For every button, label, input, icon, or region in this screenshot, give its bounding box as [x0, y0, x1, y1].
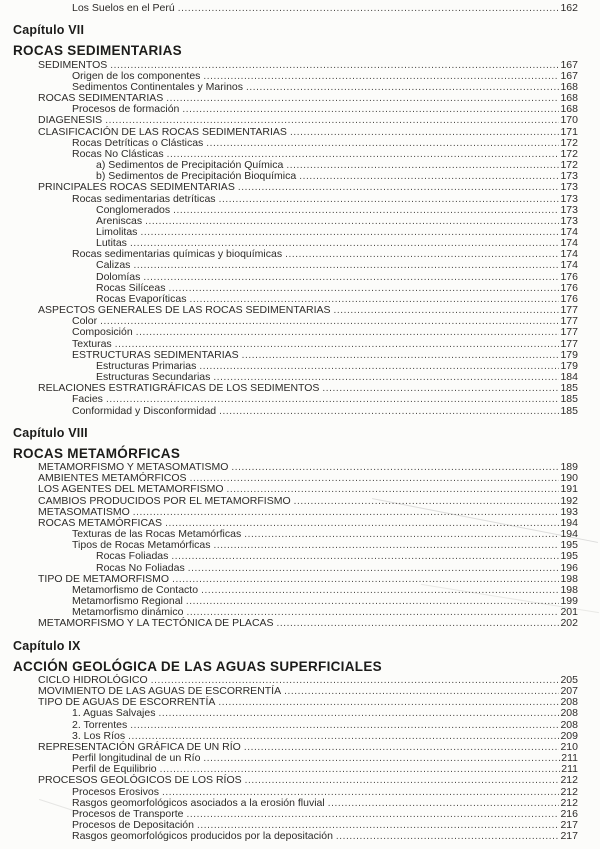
- dot-leader: [284, 686, 559, 697]
- toc-entry: [0, 775, 578, 786]
- entry-page-number: 185: [560, 382, 578, 395]
- entry-label: Rocas No Foliadas: [96, 561, 185, 574]
- dot-leader: [178, 3, 560, 14]
- dot-leader: [285, 249, 559, 260]
- entry-page-number: 176: [560, 292, 578, 305]
- entry-page-number: 201: [560, 606, 578, 619]
- entry-page-number: 177: [560, 326, 578, 339]
- entry-page-number: 173: [560, 170, 578, 183]
- dot-leader: [294, 496, 560, 507]
- entry-label: REPRESENTACIÓN GRÁFICA DE UN RÍO: [38, 740, 241, 753]
- entry-page-number: 177: [560, 304, 578, 317]
- dot-leader: [277, 618, 560, 629]
- entry-page-number: 210: [560, 740, 578, 753]
- toc-entry: [0, 327, 578, 338]
- toc-entry: [0, 708, 578, 719]
- dot-leader: [199, 361, 559, 372]
- entry-page-number: 167: [560, 58, 578, 71]
- toc-entry: [0, 3, 578, 14]
- toc-entry: [0, 283, 578, 294]
- entry-page-number: 212: [560, 774, 578, 787]
- entry-page-number: 194: [560, 528, 578, 541]
- chapter-title: ROCAS SEDIMENTARIAS: [13, 43, 182, 59]
- dot-leader: [218, 697, 559, 708]
- entry-page-number: 168: [560, 103, 578, 116]
- entry-label: Facies: [72, 393, 103, 406]
- toc-entry: [0, 260, 578, 271]
- entry-label: 1. Aguas Salvajes: [72, 707, 156, 720]
- entry-label: METASOMATISMO: [38, 505, 130, 518]
- entry-label: Calizas: [96, 259, 131, 272]
- entry-page-number: 173: [560, 203, 578, 216]
- entry-page-number: 199: [560, 595, 578, 608]
- toc-entry: [0, 272, 578, 283]
- toc-entry: [0, 194, 578, 205]
- toc-entry: [0, 540, 578, 551]
- toc-entry: [0, 249, 578, 260]
- entry-page-number: 212: [560, 796, 578, 809]
- dot-leader: [190, 473, 560, 484]
- entry-label: LOS AGENTES DEL METAMORFISMO: [38, 483, 224, 496]
- dot-leader: [145, 216, 559, 227]
- dot-leader: [231, 462, 559, 473]
- entry-label: Procesos de Depositación: [72, 819, 194, 832]
- toc-entry: [0, 205, 578, 216]
- entry-page-number: 171: [560, 125, 578, 138]
- entry-label: a) Sedimentos de Precipitación Química: [96, 159, 284, 172]
- entry-label: PROCESOS GEOLÓGICOS DE LOS RÍOS: [38, 774, 242, 787]
- entry-page-number: 190: [560, 472, 578, 485]
- entry-page-number: 174: [560, 259, 578, 272]
- dot-leader: [158, 708, 559, 719]
- dot-leader: [242, 350, 560, 361]
- toc-entry: [0, 149, 578, 160]
- entry-label: Procesos Erosivos: [72, 785, 159, 798]
- entry-label: ESTRUCTURAS SEDIMENTARIAS: [72, 348, 239, 361]
- chapter-title: ROCAS METAMÓRFICAS: [13, 445, 181, 461]
- entry-page-number: 208: [560, 707, 578, 720]
- entry-label: Estructuras Secundarias: [96, 371, 211, 384]
- entry-page-number: 198: [560, 583, 578, 596]
- dot-leader: [105, 115, 559, 126]
- dot-leader: [100, 316, 559, 327]
- dot-leader: [171, 551, 559, 562]
- entry-page-number: 168: [560, 92, 578, 105]
- entry-label: Los Suelos en el Perú: [72, 2, 175, 14]
- entry-label: Texturas de las Rocas Metamórficas: [72, 528, 242, 541]
- entry-label: Procesos de Transporte: [72, 807, 184, 820]
- toc-entry: [0, 115, 578, 126]
- toc-entry: [0, 406, 578, 417]
- entry-label: Perfil de Equilibrio: [72, 763, 157, 776]
- dot-leader: [106, 394, 560, 405]
- entry-page-number: 191: [560, 483, 578, 496]
- dot-leader: [206, 138, 559, 149]
- entry-label: CLASIFICACIÓN DE LAS ROCAS SEDIMENTARIAS: [38, 125, 287, 138]
- dot-leader: [290, 127, 560, 138]
- chapter-label: Capítulo VII: [13, 23, 85, 38]
- entry-label: Procesos de formación: [72, 103, 180, 116]
- entry-label: CAMBIOS PRODUCIDOS POR EL METAMORFISMO: [38, 494, 291, 507]
- dot-leader: [286, 160, 559, 171]
- dot-leader: [322, 383, 559, 394]
- entry-page-number: 195: [560, 550, 578, 563]
- entry-page-number: 189: [560, 461, 578, 474]
- entry-label: Lutitas: [96, 237, 127, 250]
- entry-page-number: 173: [560, 181, 578, 194]
- dot-leader: [133, 260, 559, 271]
- entry-label: RELACIONES ESTRATIGRÁFICAS DE LOS SEDIMENTOS: [38, 382, 320, 395]
- entry-label: ROCAS METAMÓRFICAS: [38, 516, 163, 529]
- dot-leader: [140, 227, 559, 238]
- toc-chapter-section: [0, 426, 578, 630]
- entry-page-number: 194: [560, 516, 578, 529]
- dot-leader: [203, 753, 560, 764]
- toc-chapter-section: [0, 23, 578, 417]
- dot-leader: [173, 205, 559, 216]
- entry-label: Dolomías: [96, 270, 141, 283]
- entry-page-number: 185: [560, 404, 578, 417]
- entry-label: Rocas sedimentarias químicas y bioquímicas: [72, 248, 283, 261]
- entry-page-number: 212: [560, 785, 578, 798]
- entry-label: Rocas sedimentarias detríticas: [72, 192, 216, 205]
- entry-label: Metamorfismo de Contacto: [72, 583, 199, 596]
- entry-page-number: 208: [560, 696, 578, 709]
- dot-leader: [334, 305, 560, 316]
- entry-label: ROCAS SEDIMENTARIAS: [38, 92, 164, 105]
- toc-entry: [0, 551, 578, 562]
- entry-label: Limolitas: [96, 226, 138, 238]
- entry-label: Origen de los componentes: [72, 69, 201, 82]
- entry-page-number: 217: [560, 830, 578, 843]
- dot-leader: [245, 775, 560, 786]
- dot-leader: [299, 171, 559, 182]
- dot-leader: [186, 809, 559, 820]
- entry-label: Conglomerados: [96, 203, 171, 216]
- entry-page-number: 167: [560, 69, 578, 82]
- entry-page-number: 193: [560, 505, 578, 518]
- toc-entry: [0, 361, 578, 372]
- chapter-label: Capítulo VIII: [13, 425, 88, 440]
- entry-page-number: 216: [560, 807, 578, 820]
- entry-label: Composición: [72, 326, 133, 339]
- toc-entry: [0, 216, 578, 227]
- entry-page-number: 177: [560, 315, 578, 328]
- entry-page-number: 168: [560, 80, 578, 93]
- entry-page-number: 176: [560, 281, 578, 294]
- entry-page-number: 173: [560, 214, 578, 227]
- dot-leader: [168, 283, 559, 294]
- dot-leader: [336, 831, 560, 842]
- entry-label: CICLO HIDROLÓGICO: [38, 674, 148, 686]
- entry-label: Color: [72, 315, 98, 328]
- dot-leader: [328, 798, 560, 809]
- dot-leader: [238, 182, 560, 193]
- toc-entry: [0, 831, 578, 842]
- entry-label: Rocas Silíceas: [96, 281, 166, 294]
- entry-label: Rocas Foliadas: [96, 550, 169, 563]
- dot-leader: [219, 194, 560, 205]
- dot-leader: [246, 82, 559, 93]
- entry-page-number: 170: [560, 114, 578, 127]
- entry-page-number: 172: [560, 159, 578, 172]
- dot-leader: [214, 540, 560, 551]
- entry-page-number: 211: [561, 763, 578, 776]
- entry-label: METAMORFISMO Y METASOMATISMO: [38, 461, 229, 474]
- entry-label: 3. Los Ríos: [72, 729, 126, 742]
- chapter-label: Capítulo IX: [13, 638, 81, 653]
- entry-page-number: 172: [560, 136, 578, 149]
- entry-page-number: 172: [560, 147, 578, 160]
- entry-page-number: 179: [560, 359, 578, 372]
- entry-page-number: 184: [560, 371, 578, 384]
- entry-page-number: 205: [560, 674, 578, 686]
- entry-label: Sedimentos Continentales y Marinos: [72, 80, 244, 93]
- entry-label: Conformidad y Disconformidad: [72, 404, 217, 417]
- toc-entry: [0, 350, 578, 361]
- dot-leader: [227, 484, 560, 495]
- entry-page-number: 192: [560, 494, 578, 507]
- dot-leader: [166, 93, 559, 104]
- entry-label: ASPECTOS GENERALES DE LAS ROCAS SEDIMENTARIAS: [38, 304, 331, 317]
- dot-leader: [188, 563, 560, 574]
- dot-leader: [186, 596, 560, 607]
- dot-leader: [203, 71, 559, 82]
- dot-leader: [182, 104, 559, 115]
- chapter-title: ACCIÓN GEOLÓGICA DE LAS AGUAS SUPERFICIALES: [13, 658, 382, 674]
- entry-label: Rocas Evaporíticas: [96, 292, 187, 305]
- entry-page-number: 179: [560, 348, 578, 361]
- entry-page-number: 211: [561, 752, 578, 765]
- entry-label: SEDIMENTOS: [38, 58, 108, 71]
- toc-chapter-section: [0, 639, 578, 843]
- entry-page-number: 176: [560, 270, 578, 283]
- entry-page-number: 173: [560, 192, 578, 205]
- entry-page-number: 177: [560, 337, 578, 350]
- toc-entry: [0, 394, 578, 405]
- entry-page-number: 202: [560, 617, 578, 630]
- toc-entry: [0, 227, 578, 238]
- chapter-entries: [0, 3, 578, 14]
- entry-label: Metamorfismo dinámico: [72, 606, 184, 619]
- toc-entry: [0, 182, 578, 193]
- entry-label: Rocas Detríticas o Clásticas: [72, 136, 204, 149]
- entry-label: METAMORFISMO Y LA TECTÓNICA DE PLACAS: [38, 617, 274, 630]
- entry-label: AMBIENTES METAMÓRFICOS: [38, 472, 187, 485]
- entry-label: Perfil longitudinal de un Río: [72, 752, 201, 765]
- entry-label: TIPO DE METAMORFISMO: [38, 572, 170, 585]
- dot-leader: [130, 720, 559, 731]
- entry-page-number: 217: [560, 819, 578, 832]
- entry-label: Metamorfismo Regional: [72, 595, 183, 608]
- dot-leader: [201, 585, 559, 596]
- entry-label: 2. Torrentes: [72, 718, 128, 731]
- dot-leader: [143, 272, 559, 283]
- entry-page-number: 174: [560, 226, 578, 238]
- entry-label: b) Sedimentos de Precipitación Bioquímica: [96, 170, 297, 183]
- entry-page-number: 174: [560, 248, 578, 261]
- entry-label: Tipos de Rocas Metamórficas: [72, 539, 211, 552]
- dot-leader: [244, 742, 560, 753]
- entry-page-number: 162: [560, 2, 578, 14]
- entry-label: Rasgos geomorfológicos asociados a la erosión fluvial: [72, 796, 325, 809]
- toc-entry: [0, 484, 578, 495]
- entry-label: TIPO DE AGUAS DE ESCORRENTÍA: [38, 696, 216, 709]
- entry-label: Texturas: [72, 337, 112, 350]
- chapter-entries: [0, 462, 578, 629]
- entry-label: DIAGENESIS: [38, 114, 103, 127]
- entry-page-number: 207: [560, 685, 578, 698]
- entry-page-number: 174: [560, 237, 578, 250]
- dot-leader: [133, 507, 560, 518]
- entry-label: Rocas No Clásticas: [72, 147, 164, 160]
- entry-page-number: 198: [560, 572, 578, 585]
- chapter-entries: [0, 675, 578, 842]
- dot-leader: [136, 327, 560, 338]
- toc-entry: [0, 618, 578, 629]
- entry-label: Rasgos geomorfológicos producidos por la depositación: [72, 830, 333, 843]
- chapter-entries: [0, 60, 578, 417]
- entry-page-number: 185: [560, 393, 578, 406]
- entry-page-number: 196: [560, 561, 578, 574]
- entry-label: MOVIMIENTO DE LAS AGUAS DE ESCORRENTÍA: [38, 685, 282, 698]
- entry-page-number: 195: [560, 539, 578, 552]
- toc-chapter-section: [0, 3, 578, 14]
- entry-page-number: 209: [560, 729, 578, 742]
- dot-leader: [244, 529, 559, 540]
- entry-label: PRINCIPALES ROCAS SEDIMENTARIAS: [38, 181, 235, 194]
- entry-page-number: 208: [560, 718, 578, 731]
- dot-leader: [219, 406, 559, 417]
- entry-label: Areniscas: [96, 214, 143, 227]
- dot-leader: [172, 574, 559, 585]
- entry-label: Estructuras Primarias: [96, 359, 197, 372]
